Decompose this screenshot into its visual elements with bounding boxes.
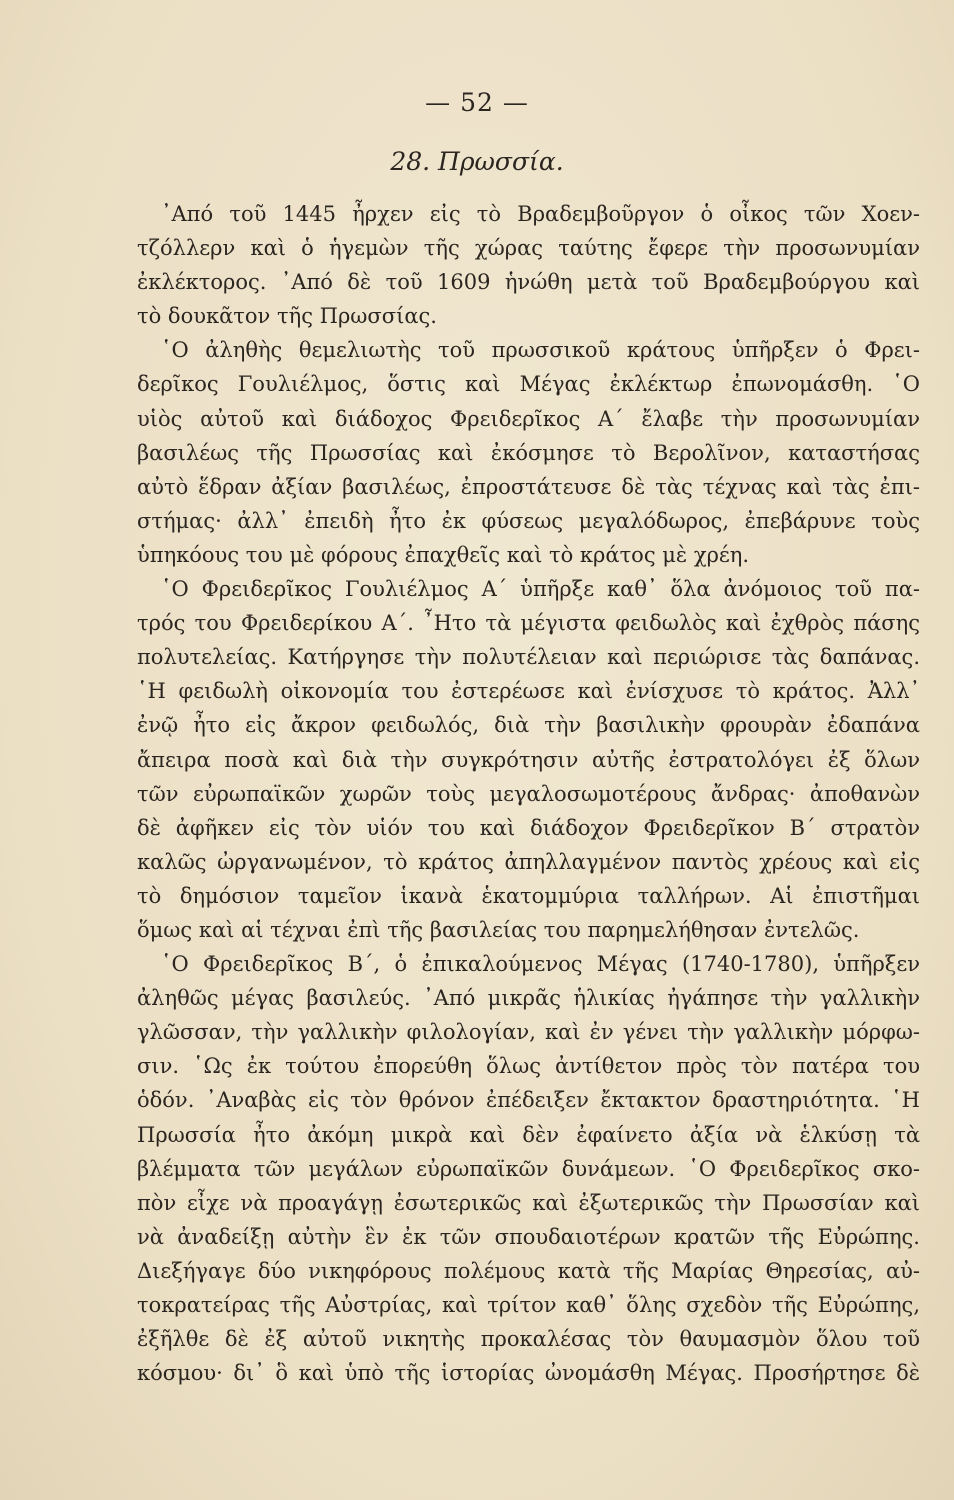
text-line: ἀληθῶς μέγας βασιλεύς. ᾿Από μικρᾶς ἡλικίας ἠγάπησε τὴν γαλλικὴν <box>137 986 920 1011</box>
text-line: τζόλλερν καὶ ὁ ἡγεμὼν τῆς χώρας ταύτης ἔφερε τὴν προσωνυμίαν <box>137 236 920 261</box>
text-line: σιν. ῾Ως ἐκ τούτου ἐπορεύθη ὅλως ἀντίθετον πρὸς τὸν πατέρα του <box>137 1054 920 1079</box>
text-line: ῾Ο ἀληθὴς θεμελιωτὴς τοῦ πρωσσικοῦ κράτους ὑπῆρξεν ὁ Φρει- <box>161 338 920 363</box>
page-number: — 52 — <box>425 88 529 117</box>
text-line: καλῶς ὠργανωμένον, τὸ κράτος ἀπηλλαγμένον παντὸς χρέους καὶ εἰς <box>137 849 920 874</box>
text-line: ὑπηκόους του μὲ φόρους ἐπαχθεῖς καὶ τὸ κράτος μὲ χρέη. <box>137 542 750 567</box>
text-line: τὸ δημόσιον ταμεῖον ἱκανὰ ἑκατομμύρια ταλλήρων. Αἱ ἐπιστῆμαι <box>137 883 920 908</box>
text-line: δὲ ἀφῆκεν εἰς τὸν υἱόν του καὶ διάδοχον Φρειδερῖκον Β΄ στρατὸν <box>137 815 920 840</box>
text-line: δερῖκος Γουλιέλμος, ὅστις καὶ Μέγας ἐκλέκτωρ ἐπωνομάσθη. ῾Ο <box>137 372 920 397</box>
text-line: ἄπειρα ποσὰ καὶ διὰ τὴν συγκρότησιν αὐτῆς ἐστρατολόγει ἐξ ὅλων <box>137 747 920 772</box>
body-text <box>137 197 920 1390</box>
text-line: Διεξήγαγε δύο νικηφόρους πολέμους κατὰ τῆς Μαρίας Θηρεσίας, αὐ- <box>137 1258 920 1283</box>
text-line: τὸ δουκᾶτον τῆς Πρωσσίας. <box>137 304 437 329</box>
text-line: βασιλέως τῆς Πρωσσίας καὶ ἐκόσμησε τὸ Βερολῖνον, καταστήσας <box>137 440 920 465</box>
text-line: ῾Ο Φρειδερῖκος Β΄, ὁ ἐπικαλούμενος Μέγας (1740-1780), ὑπῆρξεν <box>161 952 920 977</box>
text-line: νὰ ἀναδείξῃ αὐτὴν ἓν ἐκ τῶν σπουδαιοτέρων κρατῶν τῆς Εὐρώπης. <box>137 1224 920 1249</box>
text-line: τῶν εὐρωπαϊκῶν χωρῶν τοὺς μεγαλοσωμοτέρους ἄνδρας· ἀποθανὼν <box>137 781 920 806</box>
section-title: 28. Πρωσσία. <box>390 147 564 176</box>
text-line: τοκρατείρας τῆς Αὐστρίας, καὶ τρίτον καθ᾿ ὅλης σχεδὸν τῆς Εὐρώπης, <box>137 1293 920 1317</box>
text-line: στήμας· ἀλλ᾿ ἐπειδὴ ἦτο ἐκ φύσεως μεγαλόδωρος, ἐπεβάρυνε τοὺς <box>137 508 920 533</box>
text-line: πὸν εἶχε νὰ προαγάγῃ ἐσωτερικῶς καὶ ἐξωτερικῶς τὴν Πρωσσίαν καὶ <box>137 1190 920 1215</box>
text-line: Πρωσσία ἦτο ἀκόμη μικρὰ καὶ δὲν ἐφαίνετο ἀξία νὰ ἑλκύσῃ τὰ <box>137 1122 920 1147</box>
text-line: γλῶσσαν, τὴν γαλλικὴν φιλολογίαν, καὶ ἐν γένει τὴν γαλλικὴν μόρφω- <box>137 1020 920 1045</box>
text-line: ἐνῷ ἦτο εἰς ἄκρον φειδωλός, διὰ τὴν βασιλικὴν φρουρὰν ἐδαπάνα <box>137 713 920 738</box>
text-line: ἐξῆλθε δὲ ἐξ αὐτοῦ νικητὴς προκαλέσας τὸν θαυμασμὸν ὅλου τοῦ <box>137 1327 920 1352</box>
text-line: ῾Η φειδωλὴ οἰκονομία του ἐστερέωσε καὶ ἐνίσχυσε τὸ κράτος. Ἀλλ᾿ <box>137 679 920 704</box>
text-line: κόσμου· δι᾿ ὃ καὶ ὑπὸ τῆς ἱστορίας ὠνομάσθη Μέγας. Προσήρτησε δὲ <box>137 1361 920 1386</box>
text-line: ὁδόν. ᾿Αναβὰς εἰς τὸν θρόνον ἐπέδειξεν ἔκτακτον δραστηριότητα. ῾Η <box>137 1088 920 1113</box>
text-line: ὅμως καὶ αἱ τέχναι ἐπὶ τῆς βασιλείας του παρημελήθησαν ἐντελῶς. <box>137 917 860 942</box>
text-line: αὐτὸ ἕδραν ἀξίαν βασιλέως, ἐπροστάτευσε δὲ τὰς τέχνας καὶ τὰς ἐπι- <box>137 474 920 499</box>
text-line: πολυτελείας. Κατήργησε τὴν πολυτέλειαν καὶ περιώρισε τὰς δαπάνας. <box>137 645 920 670</box>
text-line: ἐκλέκτορος. ᾿Από δὲ τοῦ 1609 ἡνώθη μετὰ τοῦ Βραδεμβούργου καὶ <box>137 270 920 295</box>
text-line: τρός του Φρειδερίκου Α΄. ῏Ητο τὰ μέγιστα φειδωλὸς καὶ ἐχθρὸς πάσης <box>137 611 920 636</box>
text-line: υἱὸς αὐτοῦ καὶ διάδοχος Φρειδερῖκος Α΄ ἔλαβε τὴν προσωνυμίαν <box>137 406 920 431</box>
text-line: ᾿Από τοῦ 1445 ἦρχεν εἰς τὸ Βραδεμβοῦργον ὁ οἶκος τῶν Χοεν- <box>161 202 920 226</box>
text-line: βλέμματα τῶν μεγάλων εὐρωπαϊκῶν δυνάμεων. ῾Ο Φρειδερῖκος σκο- <box>137 1156 920 1181</box>
text-line: ῾Ο Φρειδερῖκος Γουλιέλμος Α΄ ὑπῆρξε καθ᾿ ὅλα ἀνόμοιος τοῦ πα- <box>161 577 920 602</box>
